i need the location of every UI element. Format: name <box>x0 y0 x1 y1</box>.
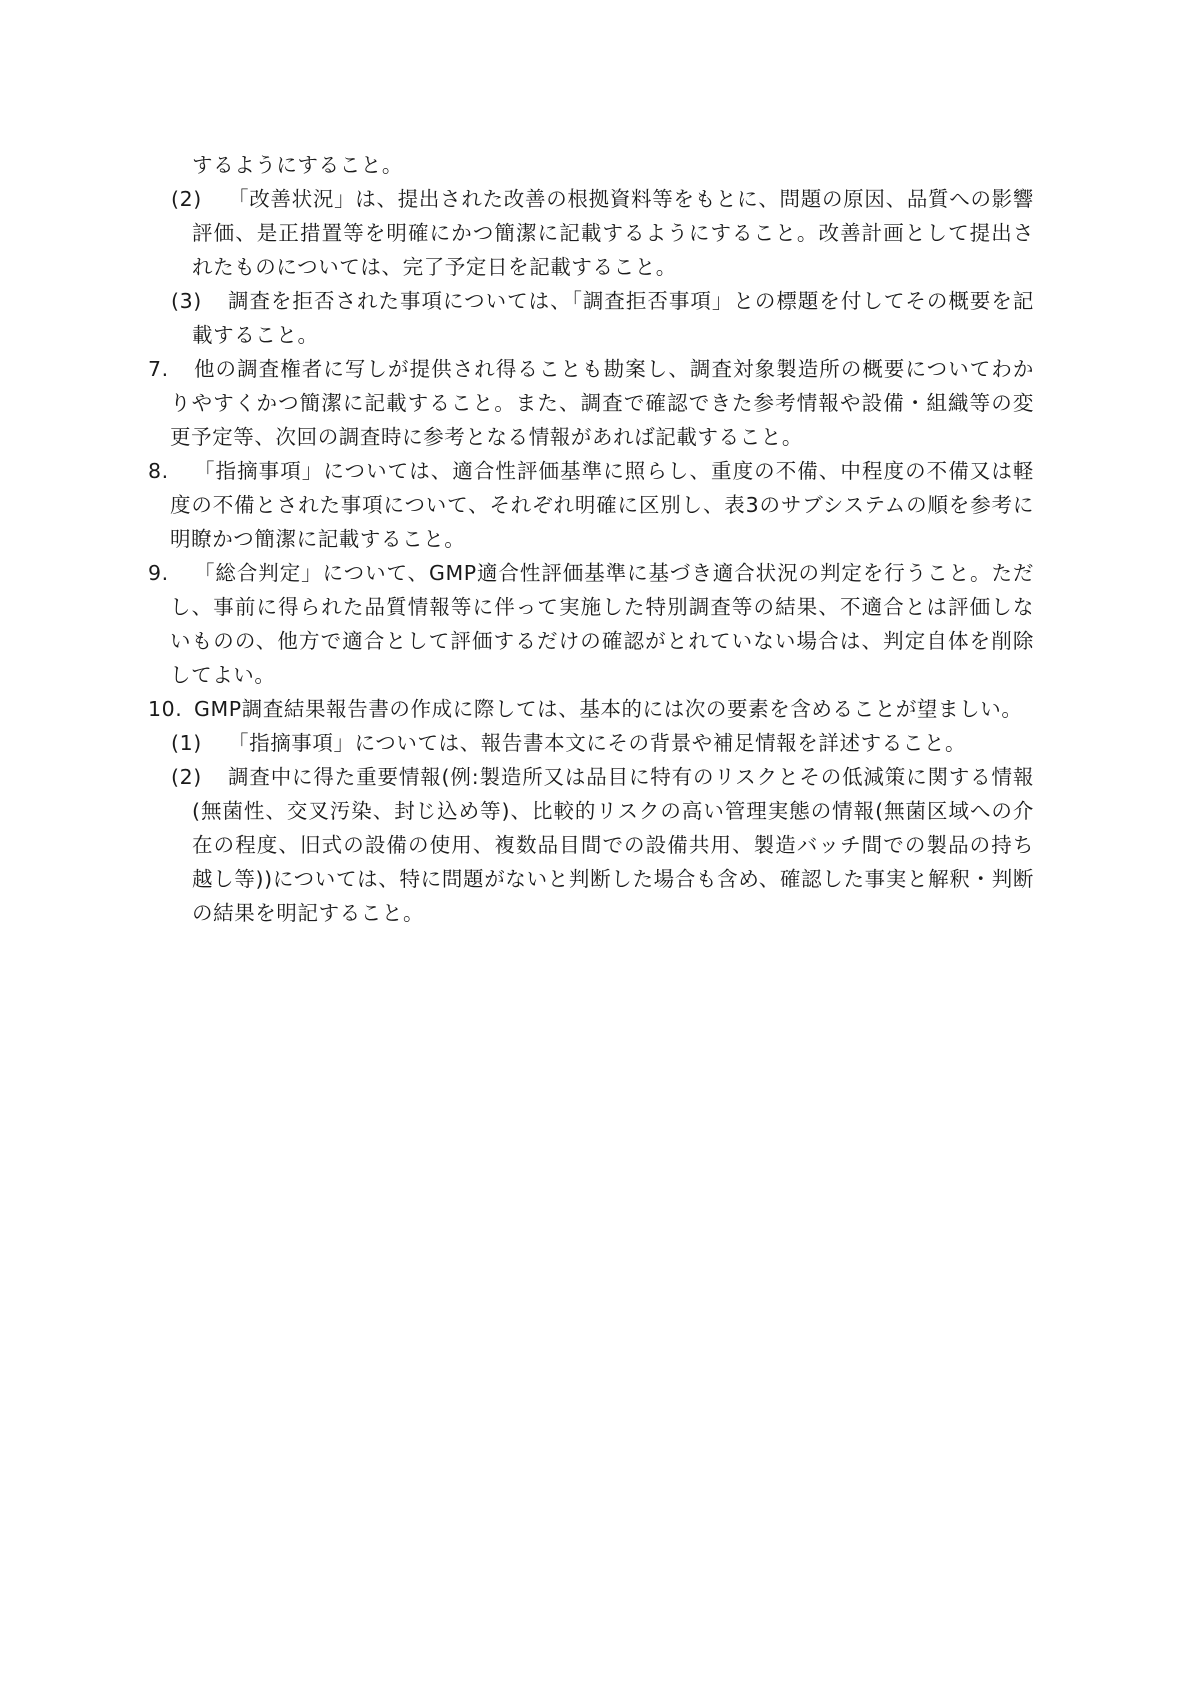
list-item-7 <box>148 352 1034 454</box>
list-item-text: GMP調査結果報告書の作成に際しては、基本的には次の要素を含めることが望ましい。 <box>194 697 1023 721</box>
list-number: 9. <box>148 561 169 585</box>
document-body <box>148 148 1034 930</box>
list-number: (2) <box>171 765 202 789</box>
list-item-text: 「改善状況」は、提出された改善の根拠資料等をもとに、問題の原因、品質への影響評価、是正措置等を明確にかつ簡潔に記載するようにすること。改善計画として提出されたものについては、完了予定日を記載すること。 <box>192 187 1034 279</box>
list-number: (1) <box>171 731 202 755</box>
list-number: (2) <box>171 187 202 211</box>
list-item-sub-1-findings <box>148 726 1034 760</box>
list-item-sub-2-important-info <box>148 760 1034 930</box>
list-item-sub-2-improvement <box>148 182 1034 284</box>
list-item-text: 「指摘事項」については、報告書本文にその背景や補足情報を詳述すること。 <box>228 731 967 755</box>
list-item-text: 他の調査権者に写しが提供され得ることも勘案し、調査対象製造所の概要についてわかりやすくかつ簡潔に記載すること。また、調査で確認できた参考情報や設備・組織等の変更予定等、次回の調査時に参考となる情報があれば記載すること。 <box>170 357 1034 449</box>
list-item-8 <box>148 454 1034 556</box>
continuation-text: するようにすること。 <box>192 153 403 177</box>
continuation-line <box>148 148 1034 182</box>
list-number: 10. <box>148 697 183 721</box>
list-item-10 <box>148 692 1034 726</box>
list-number: 7. <box>148 357 169 381</box>
list-number: 8. <box>148 459 169 483</box>
list-item-9 <box>148 556 1034 692</box>
list-item-sub-3-refused <box>148 284 1034 352</box>
list-item-text: 「指摘事項」については、適合性評価基準に照らし、重度の不備、中程度の不備又は軽度の不備とされた事項について、それぞれ明確に区別し、表3のサブシステムの順を参考に明瞭かつ簡潔に記載すること。 <box>170 459 1034 551</box>
list-item-text: 「総合判定」について、GMP適合性評価基準に基づき適合状況の判定を行うこと。ただし、事前に得られた品質情報等に伴って実施した特別調査等の結果、不適合とは評価しないものの、他方で適合として評価するだけの確認がとれていない場合は、判定自体を削除してよい。 <box>170 561 1034 687</box>
list-item-text: 調査中に得た重要情報(例:製造所又は品目に特有のリスクとその低減策に関する情報(無菌性、交叉汚染、封じ込め等)、比較的リスクの高い管理実態の情報(無菌区域への介在の程度、旧式の設備の使用、複数品目間での設備共用、製造バッチ間での製品の持ち越し等))については、特に問題がないと判断した場合も含め、確認した事実と解釈・判断の結果を明記すること。 <box>192 765 1034 925</box>
list-item-text: 調査を拒否された事項については、「調査拒否事項」との標題を付してその概要を記載すること。 <box>192 289 1034 347</box>
list-number: (3) <box>171 289 202 313</box>
